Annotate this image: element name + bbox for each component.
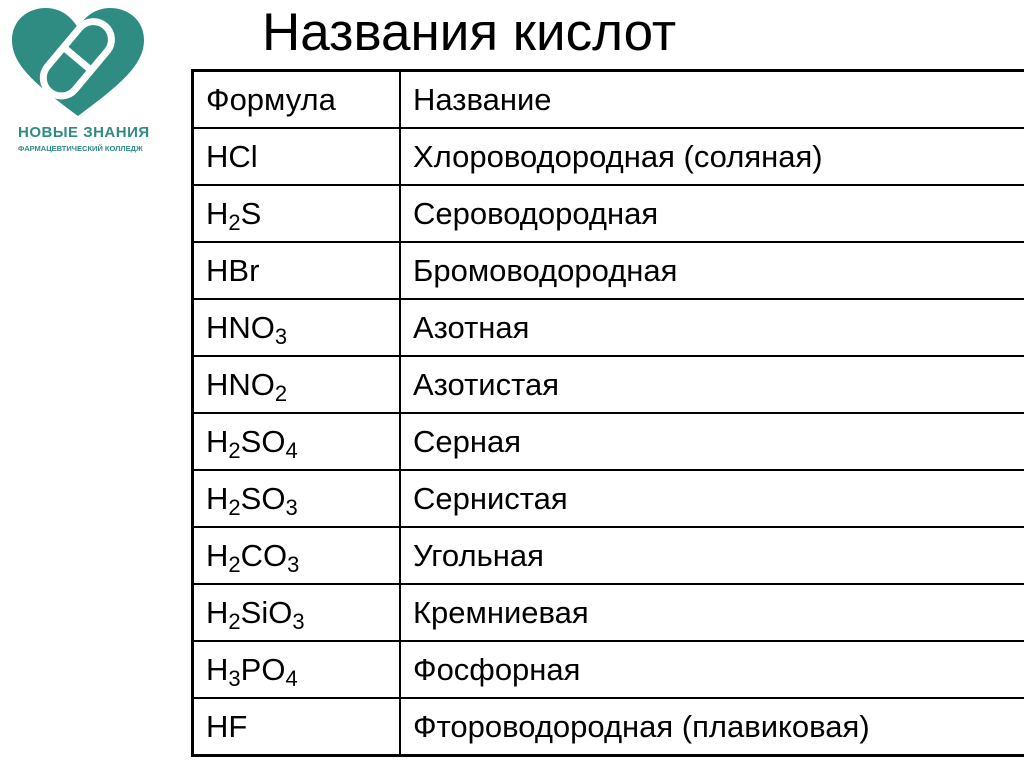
logo-name: НОВЫЕ ЗНАНИЯ (18, 124, 150, 141)
formula-cell: HCl (193, 128, 401, 185)
acids-table (191, 69, 1024, 757)
formula-cell: HF (193, 698, 401, 756)
name-cell: Фтороводородная (плавиковая) (400, 698, 1024, 756)
formula-cell: $HNO_2$ (193, 356, 401, 413)
name-cell: Фосфорная (400, 641, 1024, 698)
formula-cell: $H_2S$ (193, 185, 401, 242)
formula-cell: HBr (193, 242, 401, 299)
name-cell: Хлороводородная (соляная) (400, 128, 1024, 185)
name-cell: Азотистая (400, 356, 1024, 413)
heart-capsule-icon (8, 6, 148, 121)
name-cell: Кремниевая (400, 584, 1024, 641)
table-row (193, 527, 1024, 584)
college-logo (8, 6, 148, 156)
formula-cell: $H_2SO_4$ (193, 413, 401, 470)
table-row (193, 698, 1024, 756)
table-row (193, 299, 1024, 356)
formula-cell: $H_3PO_4$ (193, 641, 401, 698)
name-cell: Сернистая (400, 470, 1024, 527)
formula-cell: $H_2CO_3$ (193, 527, 401, 584)
table-row (193, 470, 1024, 527)
table-header-row (193, 71, 1024, 129)
name-cell: Угольная (400, 527, 1024, 584)
name-cell: Бромоводородная (400, 242, 1024, 299)
table-row (193, 356, 1024, 413)
name-cell: Серная (400, 413, 1024, 470)
table-row (193, 242, 1024, 299)
table-row (193, 641, 1024, 698)
logo-subtitle: ФАРМАЦЕВТИЧЕСКИЙ КОЛЛЕДЖ (18, 144, 143, 153)
table-row (193, 584, 1024, 641)
formula-cell: $HNO_3$ (193, 299, 401, 356)
name-cell: Азотная (400, 299, 1024, 356)
table-body (193, 128, 1024, 756)
header-formula: Формула (193, 71, 401, 129)
header-name: Название (400, 71, 1024, 129)
page-title: Названия кислот (262, 3, 677, 62)
name-cell: Сероводородная (400, 185, 1024, 242)
table-row (193, 185, 1024, 242)
formula-cell: $H_2SiO_3$ (193, 584, 401, 641)
table-row (193, 413, 1024, 470)
formula-cell: $H_2SO_3$ (193, 470, 401, 527)
table-row (193, 128, 1024, 185)
